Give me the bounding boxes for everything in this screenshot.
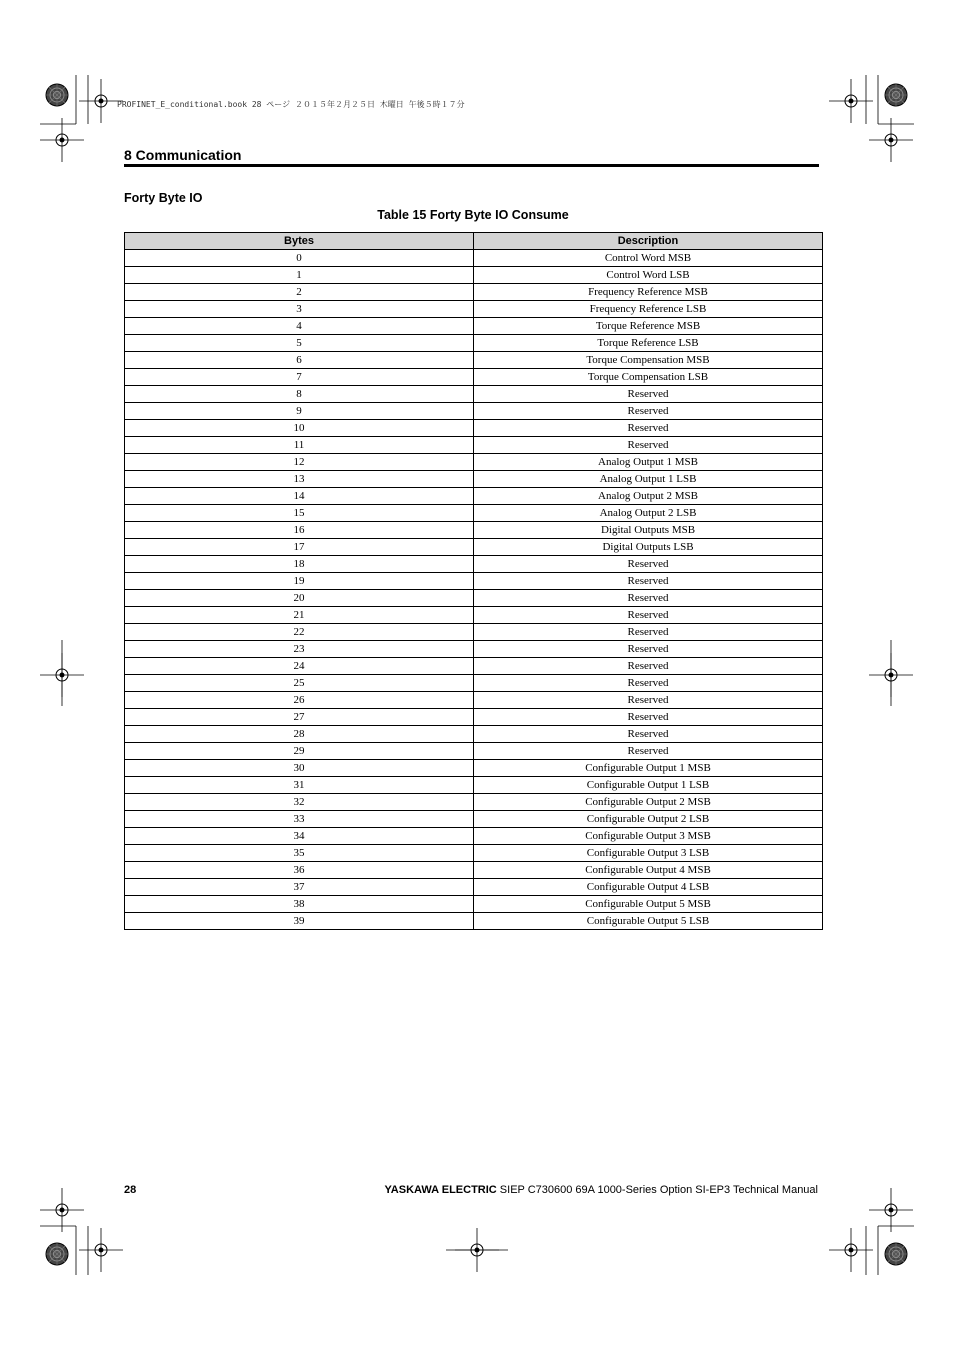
table-row (125, 641, 823, 658)
table-row (125, 794, 823, 811)
description-cell: Reserved (474, 709, 823, 726)
byte-index-cell: 33 (125, 811, 474, 828)
section-title: 8 Communication (124, 147, 242, 163)
table-row (125, 386, 823, 403)
description-cell: Configurable Output 2 LSB (474, 811, 823, 828)
description-cell: Control Word MSB (474, 250, 823, 267)
subsection-title: Forty Byte IO (124, 191, 203, 205)
description-cell: Configurable Output 3 MSB (474, 828, 823, 845)
byte-index-cell: 15 (125, 505, 474, 522)
byte-index-cell: 13 (125, 471, 474, 488)
description-cell: Frequency Reference MSB (474, 284, 823, 301)
byte-index-cell: 22 (125, 624, 474, 641)
byte-index-cell: 39 (125, 913, 474, 930)
table-row (125, 250, 823, 267)
registration-mark-icon (40, 1188, 84, 1232)
footer-text (384, 1184, 818, 1196)
table-row (125, 539, 823, 556)
table-row (125, 692, 823, 709)
table-row (125, 726, 823, 743)
description-cell: Control Word LSB (474, 267, 823, 284)
table-row (125, 573, 823, 590)
byte-index-cell: 20 (125, 590, 474, 607)
byte-index-cell: 34 (125, 828, 474, 845)
description-cell: Configurable Output 3 LSB (474, 845, 823, 862)
table-row (125, 488, 823, 505)
table-row (125, 879, 823, 896)
table-row (125, 845, 823, 862)
table-row (125, 777, 823, 794)
description-cell: Analog Output 2 LSB (474, 505, 823, 522)
table-row (125, 913, 823, 930)
description-cell: Reserved (474, 556, 823, 573)
byte-index-cell: 32 (125, 794, 474, 811)
color-target-icon (885, 1243, 907, 1265)
registration-mark-icon (79, 1228, 123, 1272)
byte-index-cell: 35 (125, 845, 474, 862)
color-target-icon (46, 1243, 68, 1265)
description-cell: Reserved (474, 675, 823, 692)
description-cell: Configurable Output 5 MSB (474, 896, 823, 913)
description-cell: Digital Outputs LSB (474, 539, 823, 556)
description-cell: Configurable Output 4 LSB (474, 879, 823, 896)
color-target-icon (885, 84, 907, 106)
table-row (125, 335, 823, 352)
registration-mark-icon (829, 1228, 873, 1272)
description-cell: Torque Compensation MSB (474, 352, 823, 369)
byte-index-cell: 19 (125, 573, 474, 590)
table-row (125, 420, 823, 437)
section-rule (124, 164, 819, 167)
table-row (125, 743, 823, 760)
description-cell: Reserved (474, 726, 823, 743)
byte-index-cell: 12 (125, 454, 474, 471)
description-cell: Reserved (474, 624, 823, 641)
table-row (125, 709, 823, 726)
byte-index-cell: 21 (125, 607, 474, 624)
footer-manual-title: SIEP C730600 69A 1000-Series Option SI-EP3 Technical Manual (496, 1184, 818, 1196)
table-row (125, 675, 823, 692)
byte-index-cell: 8 (125, 386, 474, 403)
byte-index-cell: 1 (125, 267, 474, 284)
table-body (125, 250, 823, 930)
description-cell: Reserved (474, 403, 823, 420)
registration-mark-icon (869, 1188, 913, 1232)
table-row (125, 607, 823, 624)
byte-index-cell: 28 (125, 726, 474, 743)
registration-mark-icon (40, 118, 84, 162)
description-cell: Torque Reference MSB (474, 318, 823, 335)
description-cell: Analog Output 1 LSB (474, 471, 823, 488)
description-cell: Reserved (474, 437, 823, 454)
table-row (125, 862, 823, 879)
description-cell: Torque Reference LSB (474, 335, 823, 352)
description-cell: Reserved (474, 607, 823, 624)
byte-index-cell: 3 (125, 301, 474, 318)
table-row (125, 811, 823, 828)
byte-index-cell: 4 (125, 318, 474, 335)
description-cell: Analog Output 1 MSB (474, 454, 823, 471)
byte-index-cell: 7 (125, 369, 474, 386)
print-slug: PROFINET_E_conditional.book 28 ページ ２０１５年２月２５日 木曜日 午後５時１７分 (117, 100, 465, 109)
footer-brand: YASKAWA ELECTRIC (384, 1184, 497, 1196)
column-header-description: Description (474, 233, 823, 250)
description-cell: Configurable Output 4 MSB (474, 862, 823, 879)
registration-mark-icon (829, 79, 873, 123)
byte-index-cell: 0 (125, 250, 474, 267)
table-row (125, 318, 823, 335)
byte-index-cell: 27 (125, 709, 474, 726)
table-row (125, 556, 823, 573)
table-row (125, 505, 823, 522)
description-cell: Reserved (474, 590, 823, 607)
byte-index-cell: 2 (125, 284, 474, 301)
byte-index-cell: 5 (125, 335, 474, 352)
byte-index-cell: 38 (125, 896, 474, 913)
byte-index-cell: 11 (125, 437, 474, 454)
byte-index-cell: 14 (125, 488, 474, 505)
byte-index-cell: 26 (125, 692, 474, 709)
description-cell: Reserved (474, 743, 823, 760)
table-row (125, 658, 823, 675)
table-row (125, 522, 823, 539)
table-row (125, 471, 823, 488)
description-cell: Reserved (474, 692, 823, 709)
byte-index-cell: 23 (125, 641, 474, 658)
table-header-row (125, 233, 823, 250)
registration-mark-icon (869, 118, 913, 162)
description-cell: Configurable Output 1 MSB (474, 760, 823, 777)
description-cell: Configurable Output 5 LSB (474, 913, 823, 930)
table-row (125, 760, 823, 777)
table-row (125, 624, 823, 641)
byte-index-cell: 37 (125, 879, 474, 896)
description-cell: Digital Outputs MSB (474, 522, 823, 539)
byte-index-cell: 36 (125, 862, 474, 879)
table-row (125, 454, 823, 471)
table-row (125, 369, 823, 386)
byte-index-cell: 17 (125, 539, 474, 556)
byte-index-cell: 30 (125, 760, 474, 777)
byte-index-cell: 18 (125, 556, 474, 573)
description-cell: Configurable Output 2 MSB (474, 794, 823, 811)
byte-index-cell: 16 (125, 522, 474, 539)
page-number: 28 (124, 1184, 137, 1196)
byte-index-cell: 31 (125, 777, 474, 794)
byte-index-cell: 25 (125, 675, 474, 692)
table-row (125, 352, 823, 369)
description-cell: Reserved (474, 641, 823, 658)
description-cell: Frequency Reference LSB (474, 301, 823, 318)
byte-index-cell: 6 (125, 352, 474, 369)
table-row (125, 301, 823, 318)
byte-index-cell: 10 (125, 420, 474, 437)
column-header-bytes: Bytes (125, 233, 474, 250)
table-row (125, 437, 823, 454)
byte-index-cell: 9 (125, 403, 474, 420)
byte-index-cell: 29 (125, 743, 474, 760)
description-cell: Reserved (474, 420, 823, 437)
description-cell: Configurable Output 1 LSB (474, 777, 823, 794)
table-caption: Table 15 Forty Byte IO Consume (377, 208, 569, 222)
color-target-icon (46, 84, 68, 106)
description-cell: Reserved (474, 573, 823, 590)
table-row (125, 828, 823, 845)
description-cell: Reserved (474, 658, 823, 675)
table-row (125, 590, 823, 607)
table-row (125, 267, 823, 284)
forty-byte-io-table (124, 232, 823, 930)
description-cell: Reserved (474, 386, 823, 403)
table-row (125, 403, 823, 420)
table-row (125, 284, 823, 301)
description-cell: Analog Output 2 MSB (474, 488, 823, 505)
table-row (125, 896, 823, 913)
description-cell: Torque Compensation LSB (474, 369, 823, 386)
byte-index-cell: 24 (125, 658, 474, 675)
